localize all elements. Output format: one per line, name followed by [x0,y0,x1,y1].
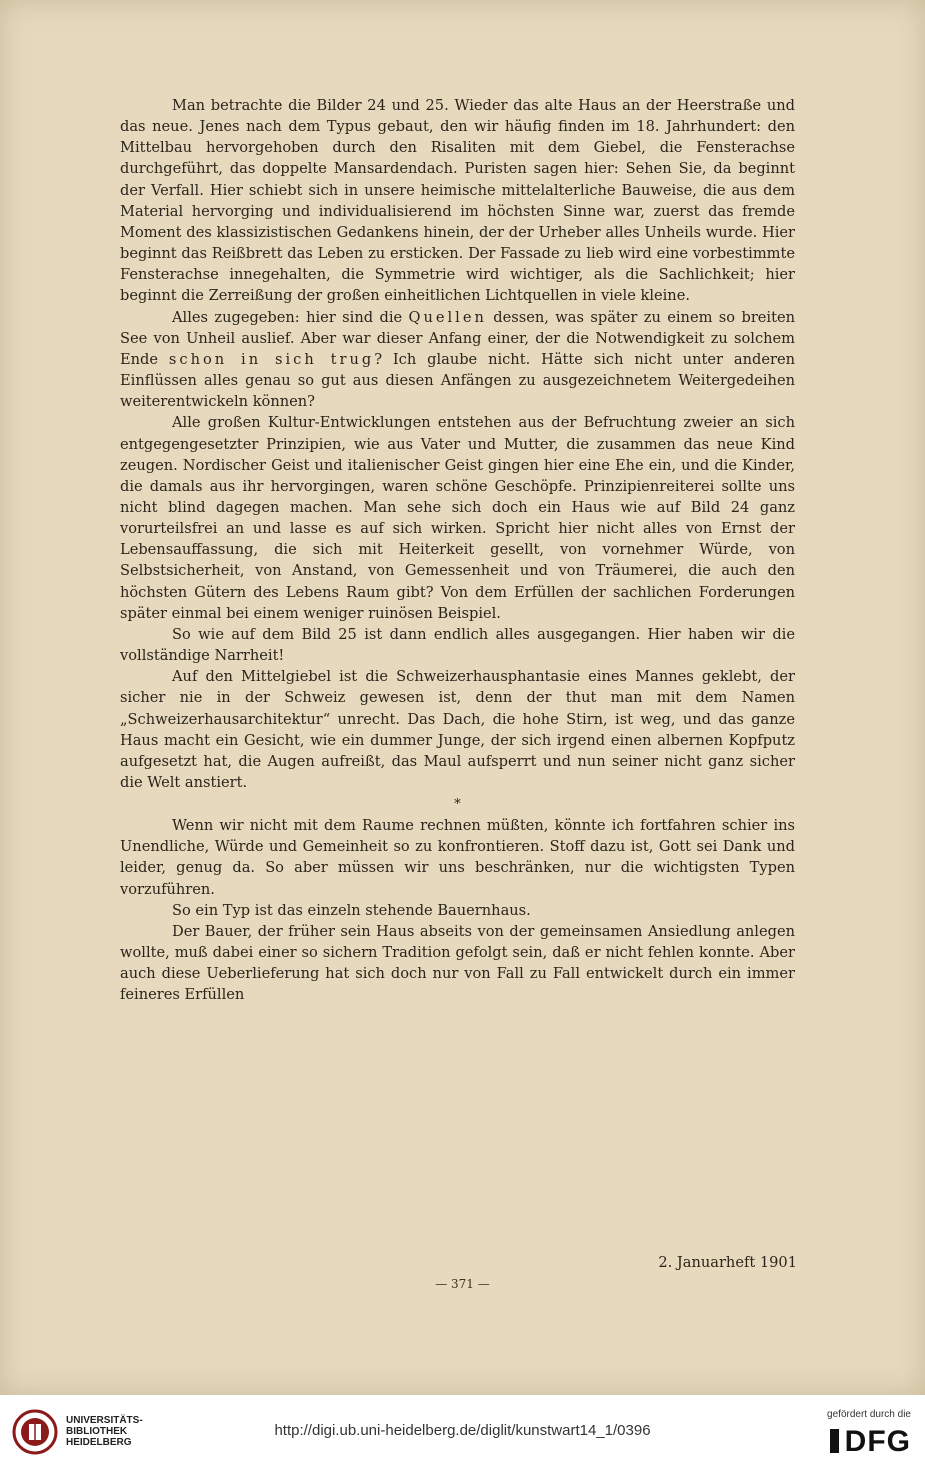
emphasis-quellen: Quellen [408,308,487,326]
institution-line-3: HEIDELBERG [66,1437,132,1448]
section-separator: * [454,797,461,813]
paragraph-2 [120,307,795,413]
institution-line-1: UNIVERSITÄTS- [66,1415,143,1426]
dfg-logo [830,1427,911,1457]
dfg-logo-bar-icon [830,1429,839,1453]
paragraph-2-middle: dessen, was später zu einem so breiten See von Unheil auslief. Aber war dieser Anfang einer, der die Notwendigkeit zu solchem Ende [120,308,795,368]
viewer-footer [0,1395,925,1468]
permalink-url[interactable]: http://digi.ub.uni-heidelberg.de/diglit/kunstwart14_1/0396 [274,1422,651,1439]
paragraph-3: Alle großen Kultur-Entwicklungen entstehen aus der Befruchtung zweier an sich entgegengesetzter Prinzipien, wie aus Vater und Mutter, die zusammen das neue Kind zeugen. Nordischer Geist und italienischer Geist gingen hier eine Ehe ein, und die Kinder, die damals aus ihr hervorgingen, waren schöne Geschöpfe. Prinzipienreiterei sollte uns nicht blind dagegen machen. Man sehe sich doch ein Haus wie auf Bild 24 ganz vorurteilsfrei an und lasse es auf sich wirken. Spricht hier nicht alles von Ernst der Lebensauffassung, die sich mit Heiterkeit gesellt, von vornehmer Würde, von Selbstsicherheit, von Anstand, von Gemessenheit und von Träumerei, die auch den höchsten Gütern des Lebens Raum gibt? Von dem Erfüllen der sachlichen Forderungen später einmal bei einem weniger ruinösen Beispiel. [120,414,795,622]
paragraph-2-start: Alles zugegeben: hier sind die [172,308,409,326]
paragraph-4: So wie auf dem Bild 25 ist dann endlich alles ausgegangen. Hier haben wir die vollständige Narrheit! [120,625,795,665]
dfg-logo-text: DFG [844,1425,911,1458]
paragraph-5: Auf den Mittelgiebel ist die Schweizerhausphantasie eines Mannes geklebt, der sicher nie in der Schweiz gewesen ist, denn der thut man mit dem Namen „Schweizerhausarchitektur“ unrecht. Das Dach, die hohe Stirn, ist weg, und das ganze Haus macht ein Gesicht, wie ein dummer Junge, der sich irgend einen albernen Kopfputz aufgesetzt hat, die Augen aufreißt, das Maul aufsperrt und nun seiner nicht ganz sicher die Welt anstiert. [120,668,795,791]
paragraph-7: So ein Typ ist das einzeln stehende Bauernhaus. [172,901,531,919]
funded-by-label: gefördert durch die [827,1409,911,1420]
issue-label: 2. Januarheft 1901 [658,1254,797,1271]
institution-line-2: BIBLIOTHEK [66,1426,128,1437]
page-number: — 371 — [435,1277,490,1291]
body-text [120,95,795,1006]
paragraph-1: Man betrachte die Bilder 24 und 25. Wieder das alte Haus an der Heerstraße und das neue. Jenes nach dem Typus gebaut, den wir häufig finden im 18. Jahrhundert: den Mittelbau hervorgehoben durch den Risaliten mit dem Giebel, die Fensterachse durchgeführt, das doppelte Mansardendach. Puristen sagen hier: Sehen Sie, da beginnt der Verfall. Hier schiebt sich in unsere heimische mittelalterliche Bauweise, die aus dem Material hervorging und individualisierend im höchsten Sinne war, zuerst das fremde Moment des klassizistischen Gedankens hinein, der der Urheber alles Unheils wurde. Hier beginnt das Reißbrett das Leben zu ersticken. Der Fassade zu lieb wird eine vorbestimmte Fensterachse innegehalten, die Symmetrie wird wichtiger, als die Sachlichkeit; hier beginnt die Zerreißung der großen einheitlichen Lichtquellen in viele kleine. [120,97,795,305]
emphasis-schon: schon in sich trug [168,350,375,368]
paragraph-8: Der Bauer, der früher sein Haus abseits von der gemeinsamen Ansiedlung anlegen wollte, muß dabei einer so sichern Tradition gefolgt sein, daß er nicht fehlen konnte. Aber auch diese Ueberlieferung hat sich doch nur von Fall zu Fall entwickelt durch ein immer feineres Erfüllen [120,922,795,1004]
paragraph-6: Wenn wir nicht mit dem Raume rechnen müßten, könnte ich fortfahren schier ins Unendliche, Würde und Gemeinheit so zu konfrontieren. Stoff dazu ist, Gott sei Dank und leider, genug da. So aber müssen wir uns beschränken, nur die wichtigsten Typen vorzuführen. [120,817,795,898]
paragraph-2-end: ? Ich glaube nicht. Hätte sich nicht unter anderen Einflüssen alles genau so gut aus diesen Anfängen zu ausgezeichnetem Weitergedeihen weiterentwickeln können? [120,350,795,411]
